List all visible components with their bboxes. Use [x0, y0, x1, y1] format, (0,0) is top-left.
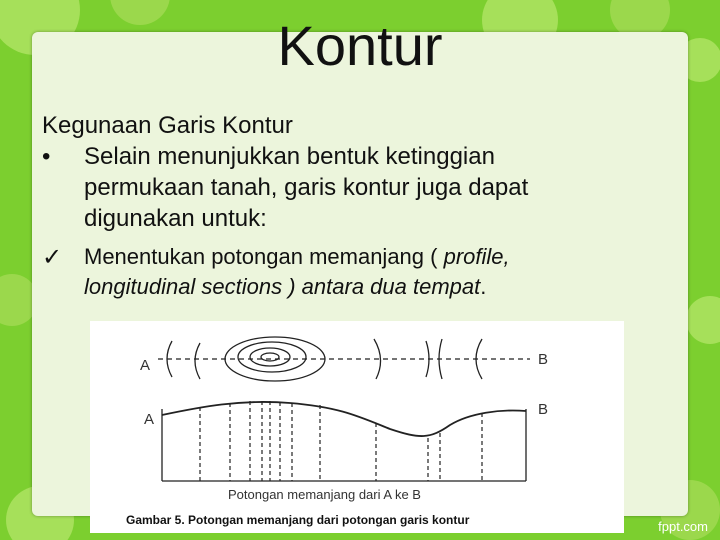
- bullet-text-line: Selain menunjukkan bentuk ketinggian: [84, 143, 495, 170]
- figure-inner-caption: Potongan memanjang dari A ke B: [228, 487, 421, 502]
- slide-body: [42, 110, 662, 302]
- check-item: [42, 242, 662, 302]
- bullet-text-line: digunakan untuk:: [84, 205, 267, 232]
- subtitle: Kegunaan Garis Kontur: [42, 112, 293, 139]
- bullet-text-line: permukaan tanah, garis kontur juga dapat: [84, 174, 529, 201]
- contour-profile-figure: [90, 321, 624, 533]
- figure-caption: Gambar 5. Potongan memanjang dari potongan garis kontur: [126, 513, 470, 527]
- point-b-bottom-label: B: [538, 401, 549, 418]
- point-a-bottom-label: A: [144, 411, 155, 428]
- slide-title: Kontur: [277, 14, 443, 77]
- check-text-line: Menentukan potongan memanjang ( profile,: [84, 244, 510, 269]
- point-a-top-label: A: [140, 357, 151, 374]
- check-icon: ✓: [42, 244, 63, 271]
- bullet-item: [42, 141, 662, 234]
- bullet-icon: •: [42, 143, 51, 170]
- point-b-top-label: B: [538, 351, 549, 368]
- watermark: fppt.com: [658, 519, 708, 534]
- check-text-line: longitudinal sections ) antara dua tempat.: [84, 274, 487, 299]
